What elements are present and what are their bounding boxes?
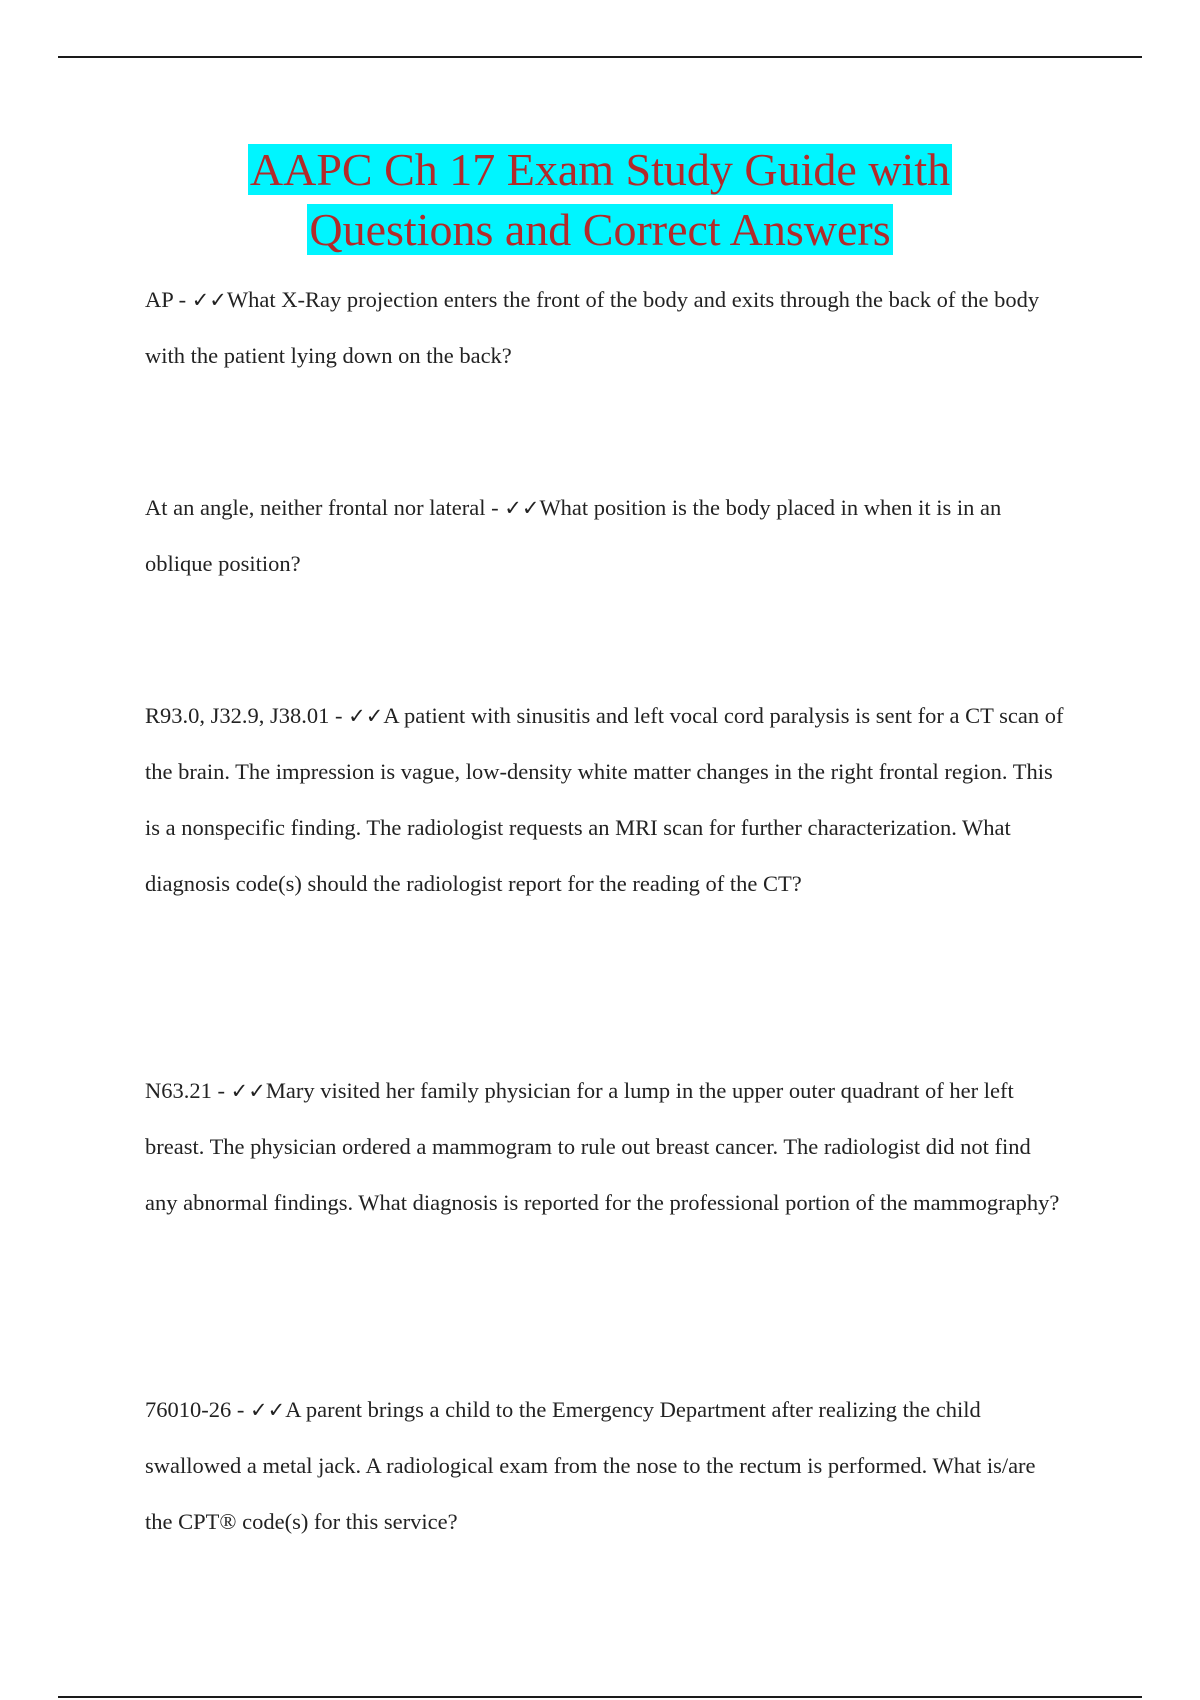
title-line-1: AAPC Ch 17 Exam Study Guide with	[249, 144, 951, 195]
qa-entry: R93.0, J32.9, J38.01 - ✓✓A patient with sinusitis and left vocal cord paralysis is sent for a CT scan of the brain. The impression is vague, low-density white matter changes in the right frontal region. This is a nonspecific finding. The radiologist requests an MRI scan for further characterization. What diagnosis code(s) should the radiologist report for the reading of the CT?	[145, 703, 1064, 896]
question-text: Mary visited her family physician for a lump in the upper outer quadrant of her left breast. The physician ordered a mammogram to rule out breast cancer. The radiologist did not find any abnormal findings. What diagnosis is reported for the professional portion of the mammography?	[145, 1078, 1060, 1215]
double-check-icon: ✓✓	[504, 496, 540, 520]
question-text: What X-Ray projection enters the front of the body and exits through the back of the body with the patient lying down on the back?	[145, 287, 1040, 368]
double-check-icon: ✓✓	[230, 1079, 266, 1103]
question-text: A parent brings a child to the Emergency Department after realizing the child swallowed a metal jack. A radiological exam from the nose to the rectum is performed. What is/are the CPT® code(s) for this service?	[145, 1397, 1036, 1534]
answer-text: At an angle, neither frontal nor lateral	[145, 495, 486, 520]
double-check-icon: ✓✓	[348, 704, 384, 728]
answer-text: R93.0, J32.9, J38.01	[145, 703, 330, 728]
question-text: A patient with sinusitis and left vocal cord paralysis is sent for a CT scan of the brain. The impression is vague, low-density white matter changes in the right frontal region. This is a nonspecific finding. The radiologist requests an MRI scan for further characterization. What diagnosis code(s) should the radiologist report for the reading of the CT?	[145, 703, 1064, 896]
page-title	[0, 140, 1200, 260]
qa-entry: At an angle, neither frontal nor lateral - ✓✓What position is the body placed in when it is in an oblique position?	[145, 495, 1002, 576]
title-line-2: Questions and Correct Answers	[309, 204, 891, 255]
header-rule	[58, 56, 1142, 58]
double-check-icon: ✓✓	[191, 288, 227, 312]
answer-text: N63.21	[145, 1078, 212, 1103]
footer-rule	[58, 1696, 1142, 1698]
question-text: What position is the body placed in when it is in an oblique position?	[145, 495, 1002, 576]
answer-text: AP	[145, 287, 173, 312]
qa-entry: N63.21 - ✓✓Mary visited her family physician for a lump in the upper outer quadrant of her left breast. The physician ordered a mammogram to rule out breast cancer. The radiologist did not find any abnormal findings. What diagnosis is reported for the professional portion of the mammography?	[145, 1078, 1060, 1215]
qa-entry: AP - ✓✓What X-Ray projection enters the front of the body and exits through the back of the body with the patient lying down on the back?	[145, 287, 1040, 368]
answer-text: 76010-26	[145, 1397, 232, 1422]
qa-entry: 76010-26 - ✓✓A parent brings a child to the Emergency Department after realizing the child swallowed a metal jack. A radiological exam from the nose to the rectum is performed. What is/are the CPT® code(s) for this service?	[145, 1397, 1036, 1534]
double-check-icon: ✓✓	[250, 1398, 286, 1422]
